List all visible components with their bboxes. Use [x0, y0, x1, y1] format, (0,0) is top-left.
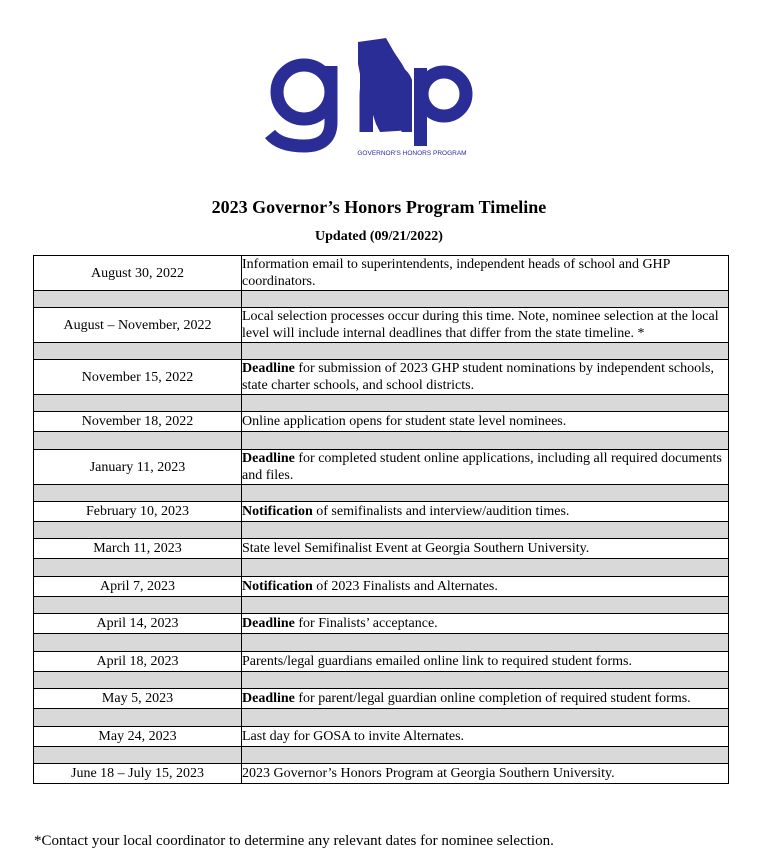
- timeline-row: [34, 764, 729, 784]
- spacer-row: [34, 672, 729, 689]
- timeline-date: April 7, 2023: [34, 577, 242, 597]
- timeline-text: of 2023 Finalists and Alternates.: [312, 579, 498, 594]
- timeline-text: for parent/legal guardian online completion of required student forms.: [294, 691, 691, 706]
- timeline-keyword: Notification: [242, 579, 313, 594]
- timeline-row: [34, 652, 729, 672]
- spacer-row: [34, 291, 729, 308]
- timeline-row: [34, 450, 729, 485]
- timeline-description: [242, 764, 729, 784]
- timeline-description: [242, 412, 729, 432]
- spacer-row: [34, 485, 729, 502]
- timeline-text: State level Semifinalist Event at Georgia Southern University.: [242, 541, 590, 556]
- timeline-keyword: Notification: [242, 504, 313, 519]
- timeline-description: [242, 360, 729, 395]
- timeline-text: for completed student online applications, including all required documents and files.: [242, 451, 722, 483]
- timeline-text: of semifinalists and interview/audition times.: [312, 504, 570, 519]
- timeline-row: [34, 308, 729, 343]
- timeline-date: February 10, 2023: [34, 502, 242, 522]
- page-title: 2023 Governor’s Honors Program Timeline: [211, 197, 547, 217]
- spacer-row: [34, 522, 729, 539]
- updated-date: Updated (09/21/2022): [315, 229, 443, 244]
- timeline-description: [242, 577, 729, 597]
- timeline-date: August – November, 2022: [34, 308, 242, 343]
- spacer-row: [34, 597, 729, 614]
- timeline-table: [33, 255, 729, 784]
- timeline-description: [242, 308, 729, 343]
- timeline-row: [34, 727, 729, 747]
- timeline-keyword: Deadline: [242, 451, 295, 466]
- timeline-description: [242, 539, 729, 559]
- timeline-text: Information email to superintendents, independent heads of school and GHP coordinators.: [242, 257, 670, 289]
- spacer-row: [34, 343, 729, 360]
- spacer-row: [34, 559, 729, 577]
- timeline-date: May 24, 2023: [34, 727, 242, 747]
- timeline-row: [34, 360, 729, 395]
- timeline-date: August 30, 2022: [34, 256, 242, 291]
- spacer-row: [34, 432, 729, 450]
- timeline-date: November 18, 2022: [34, 412, 242, 432]
- timeline-row: [34, 577, 729, 597]
- timeline-description: [242, 689, 729, 709]
- timeline-date: May 5, 2023: [34, 689, 242, 709]
- spacer-row: [34, 709, 729, 727]
- timeline-text: for Finalists’ acceptance.: [294, 616, 438, 631]
- timeline-row: [34, 539, 729, 559]
- timeline-date: April 18, 2023: [34, 652, 242, 672]
- timeline-row: [34, 614, 729, 634]
- timeline-keyword: Deadline: [242, 616, 295, 631]
- spacer-row: [34, 747, 729, 764]
- spacer-row: [34, 395, 729, 412]
- timeline-date: June 18 – July 15, 2023: [34, 764, 242, 784]
- timeline-date: November 15, 2022: [34, 360, 242, 395]
- timeline-text: Online application opens for student state level nominees.: [242, 414, 567, 429]
- footnote: *Contact your local coordinator to determine any relevant dates for nominee selection.: [34, 833, 554, 849]
- timeline-row: [34, 502, 729, 522]
- timeline-description: [242, 652, 729, 672]
- timeline-text: for submission of 2023 GHP student nominations by independent schools, state charter schools, and school districts.: [242, 361, 714, 393]
- timeline-date: March 11, 2023: [34, 539, 242, 559]
- timeline-date: April 14, 2023: [34, 614, 242, 634]
- timeline-description: [242, 614, 729, 634]
- timeline-date: January 11, 2023: [34, 450, 242, 485]
- timeline-description: [242, 450, 729, 485]
- logo-letter-g-bowl: [277, 65, 331, 119]
- timeline-text: Local selection processes occur during this time. Note, nominee selection at the local level will include internal deadlines that differ from the state timeline. *: [242, 309, 719, 341]
- timeline-description: [242, 502, 729, 522]
- timeline-description: [242, 256, 729, 291]
- logo-caption: GOVERNOR'S HONORS PROGRAM: [357, 150, 467, 157]
- timeline-row: [34, 256, 729, 291]
- timeline-text: 2023 Governor’s Honors Program at Georgia Southern University.: [242, 766, 615, 781]
- spacer-row: [34, 634, 729, 652]
- timeline-text: Last day for GOSA to invite Alternates.: [242, 729, 465, 744]
- timeline-keyword: Deadline: [242, 361, 295, 376]
- timeline-text: Parents/legal guardians emailed online link to required student forms.: [242, 654, 632, 669]
- ghp-logo: [262, 34, 474, 158]
- timeline-row: [34, 689, 729, 709]
- timeline-row: [34, 412, 729, 432]
- timeline-keyword: Deadline: [242, 691, 295, 706]
- logo-letter-p-bowl: [422, 72, 466, 116]
- timeline-description: [242, 727, 729, 747]
